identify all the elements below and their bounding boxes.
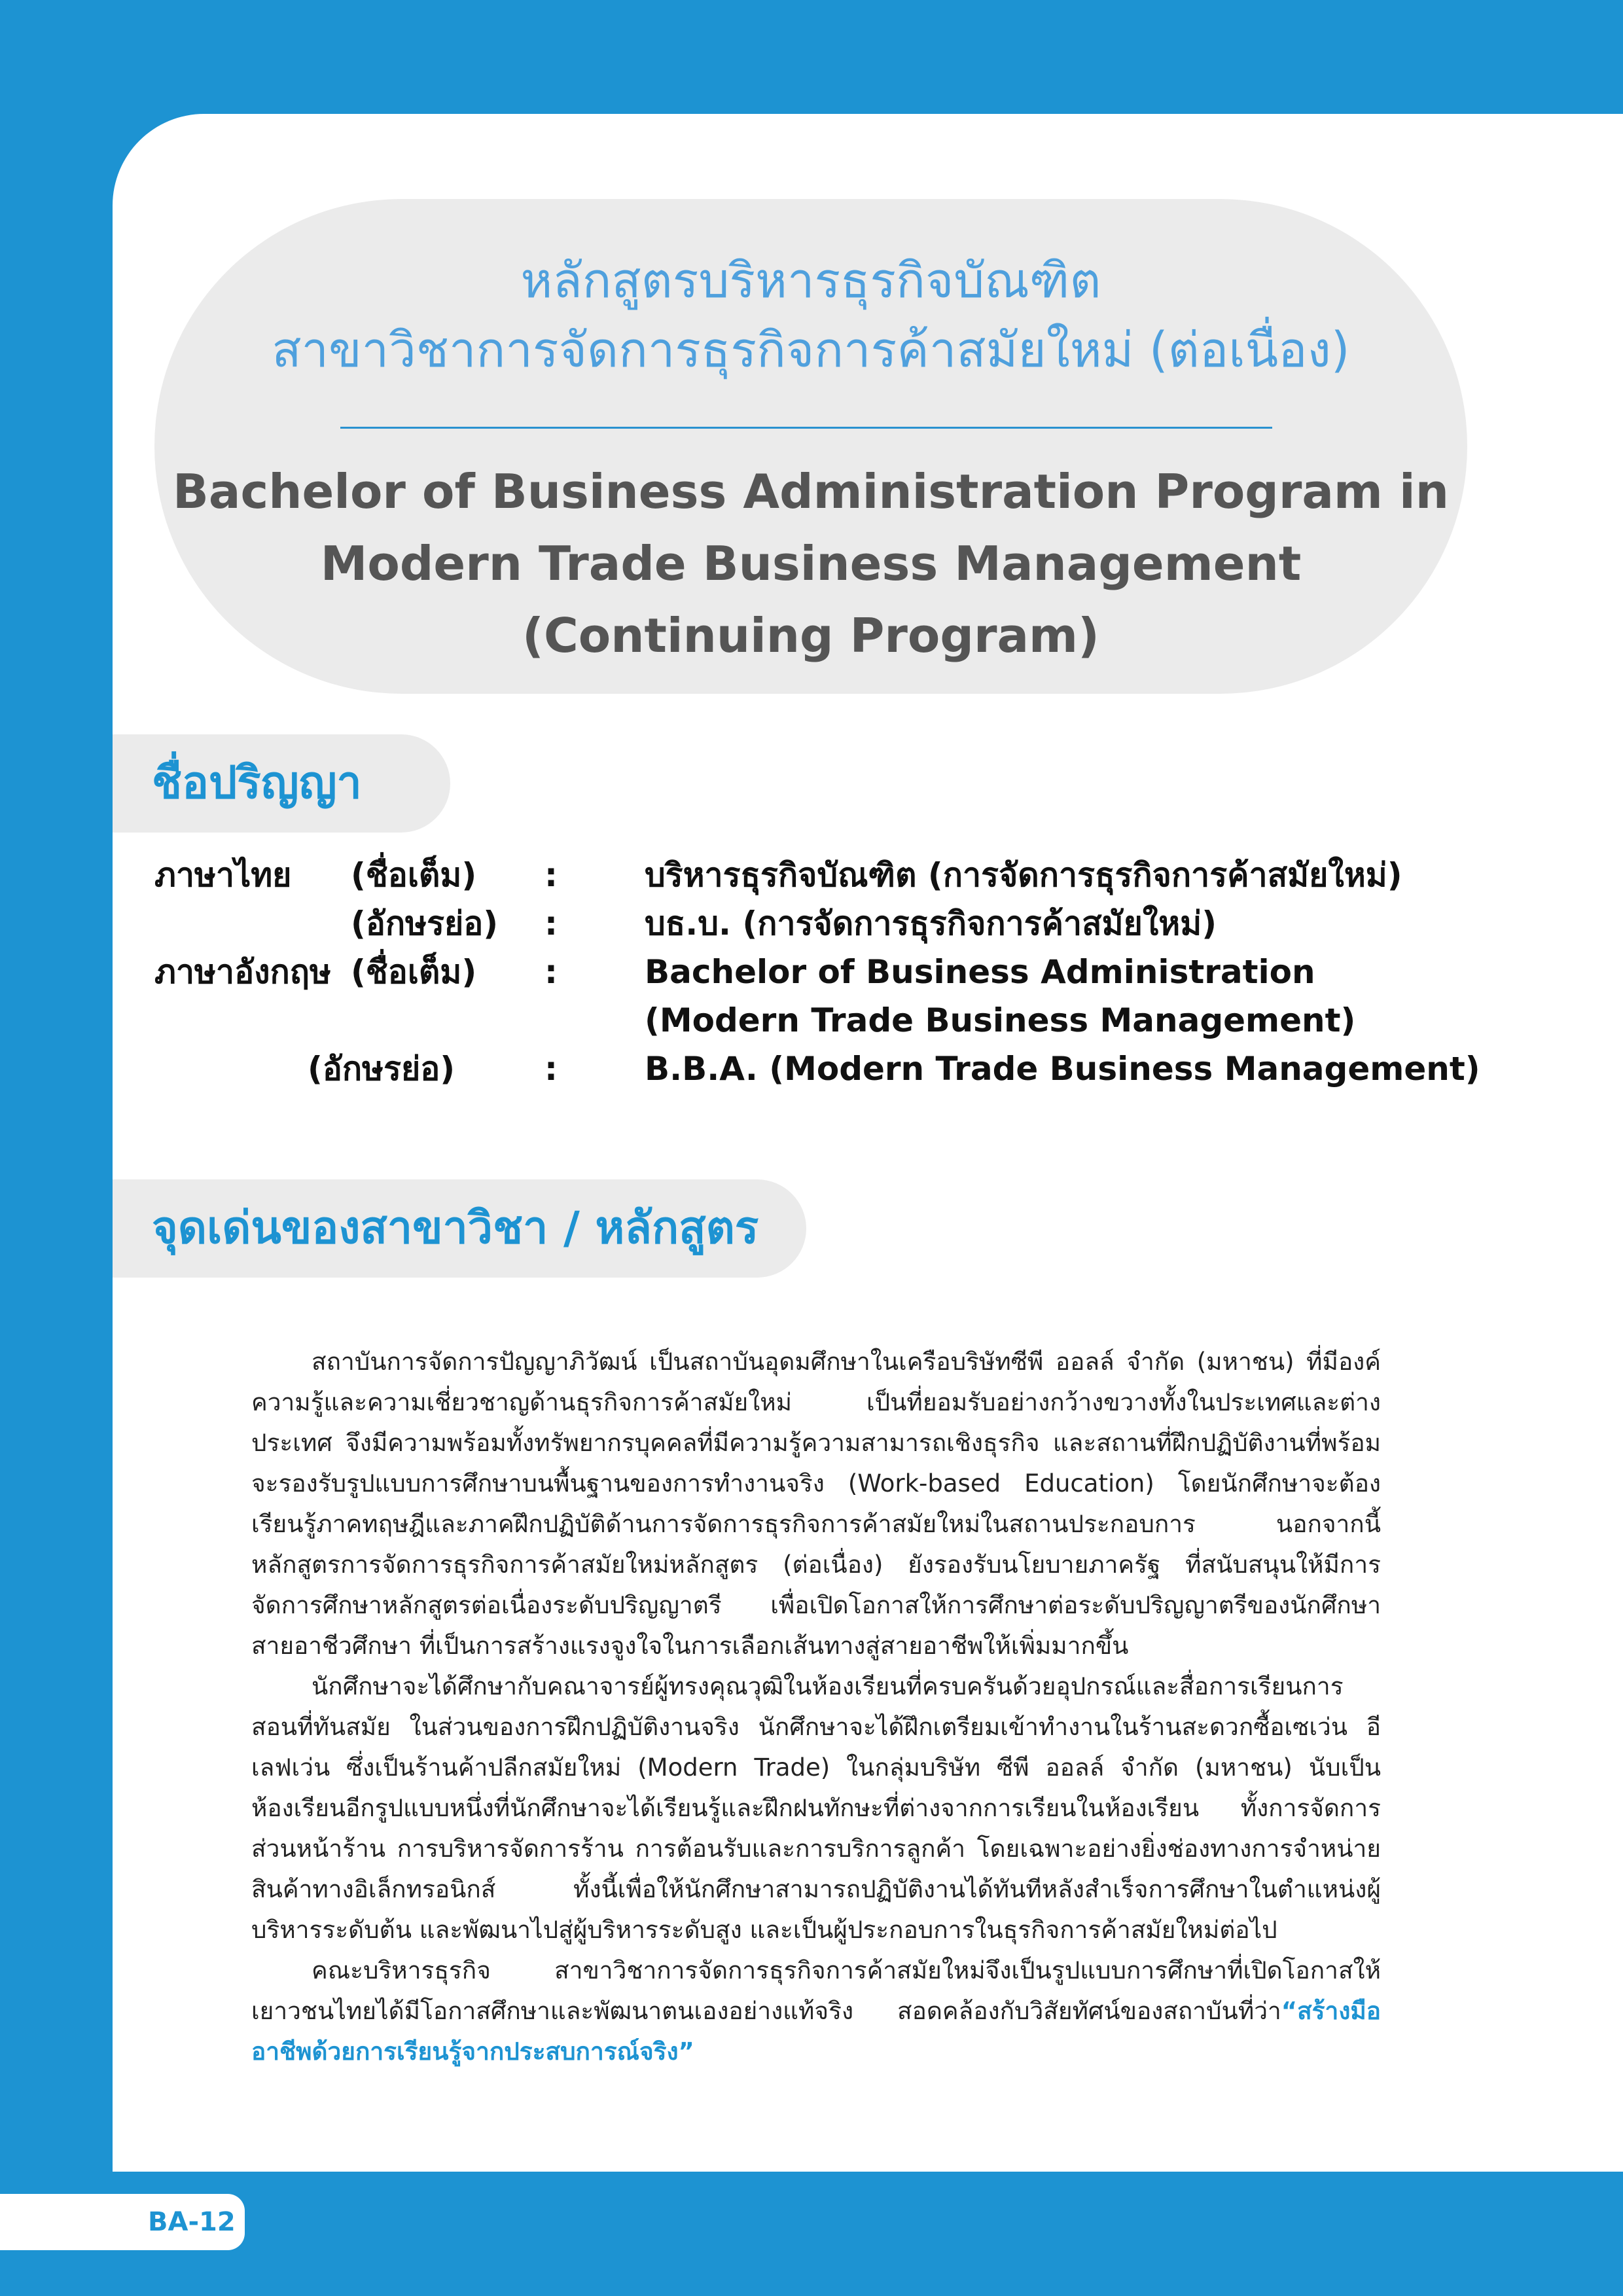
- degree-row: [0, 948, 1623, 996]
- highlights-section-tab: [113, 1179, 806, 1278]
- degree-name-type: (ชื่อเต็ม): [351, 856, 477, 894]
- institute-vision-quote: “สร้างมืออาชีพด้วยการเรียนรู้จากประสบการณ์จริง”: [251, 1997, 1381, 2066]
- degree-language: ภาษาอังกฤษ: [154, 953, 332, 991]
- thai-title-line-2: สาขาวิชาการจัดการธุรกิจการค้าสมัยใหม่ (ต่อเนื่อง): [272, 322, 1350, 378]
- english-title-line-3: (Continuing Program): [522, 608, 1099, 663]
- degree-colon: :: [544, 1050, 558, 1088]
- degree-row: [0, 899, 1623, 948]
- english-title-line-2: Modern Trade Business Management: [320, 536, 1302, 591]
- thai-title-line-1: หลักสูตรบริหารธุรกิจบัณฑิต: [520, 253, 1101, 309]
- degree-colon: :: [544, 856, 558, 894]
- highlights-paragraph-1: สถาบันการจัดการปัญญาภิวัฒน์ เป็นสถาบันอุดมศึกษาในเครือบริษัทซีพี ออลล์ จำกัด (มหาชน) ที่มีองค์ความรู้และความเชี่ยวชาญด้านธุรกิจการค้าสมัยใหม่ เป็นที่ยอมรับอย่างกว้างขวางทั้งในประเทศและต่างประเทศ จึงมีความพร้อมทั้งทรัพยากรบุคคลที่มีความรู้ความสามารถเชิงธุรกิจ และสถานที่ฝึกปฏิบัติงานที่พร้อมจะรองรับรูปแบบการศึกษาบนพื้นฐานของการทำงานจริง (Work-based Education) โดยนักศึกษาจะต้องเรียนรู้ภาคทฤษฎีและภาคฝึกปฏิบัติด้านการจัดการธุรกิจการค้าสมัยใหม่ในสถานประกอบการ นอกจากนี้หลักสูตรการจัดการธุรกิจการค้าสมัยใหม่หลักสูตร (ต่อเนื่อง) ยังรองรับนโยบายภาครัฐ ที่สนับสนุนให้มีการจัดการศึกษาหลักสูตรต่อเนื่องระดับปริญญาตรี เพื่อเปิดโอกาสให้การศึกษาต่อระดับปริญญาตรีของนักศึกษาสายอาชีวศึกษา ที่เป็นการสร้างแรงจูงใจในการเลือกเส้นทางสู่สายอาชีพให้เพิ่มมากขึ้น: [251, 1348, 1381, 1660]
- degree-colon: :: [544, 953, 558, 991]
- degree-name-type: (อักษรย่อ): [308, 1050, 455, 1088]
- degree-row: [0, 1045, 1623, 1093]
- degree-name-type: (อักษรย่อ): [351, 905, 499, 942]
- degree-value: B.B.A. (Modern Trade Business Management): [645, 1050, 1480, 1088]
- degree-value: (Modern Trade Business Management): [645, 1001, 1356, 1039]
- highlights-body: [251, 1342, 1381, 2072]
- title-divider: [340, 427, 1272, 429]
- highlights-paragraph-2: นักศึกษาจะได้ศึกษากับคณาจารย์ผู้ทรงคุณวุฒิในห้องเรียนที่ครบครันด้วยอุปกรณ์และสื่อการเรียนการสอนที่ทันสมัย ในส่วนของการฝึกปฏิบัติงานจริง นักศึกษาจะได้ฝึกเตรียมเข้าทำงานในร้านสะดวกซื้อเซเว่น อีเลฟเว่น ซึ่งเป็นร้านค้าปลีกสมัยใหม่ (Modern Trade) ในกลุ่มบริษัท ซีพี ออลล์ จำกัด (มหาชน) นับเป็นห้องเรียนอีกรูปแบบหนึ่งที่นักศึกษาจะได้เรียนรู้และฝึกฝนทักษะที่ต่างจากการเรียนในห้องเรียน ทั้งการจัดการส่วนหน้าร้าน การบริหารจัดการร้าน การต้อนรับและการบริการลูกค้า โดยเฉพาะอย่างยิ่งช่องทางการจำหน่ายสินค้าทางอิเล็กทรอนิกส์ ทั้งนี้เพื่อให้นักศึกษาสามารถปฏิบัติงานได้ทันทีหลังสำเร็จการศึกษาในตำแหน่งผู้บริหารระดับต้น และพัฒนาไปสู่ผู้บริหารระดับสูง และเป็นผู้ประกอบการในธุรกิจการค้าสมัยใหม่ต่อไป: [251, 1672, 1381, 1944]
- degree-section-heading: ชื่อปริญญา: [152, 757, 362, 809]
- highlights-section-heading: จุดเด่นของสาขาวิชา / หลักสูตร: [152, 1202, 759, 1254]
- highlights-paragraph-3: [251, 1950, 1381, 2072]
- degree-section-tab: [113, 734, 450, 833]
- degree-value: Bachelor of Business Administration: [645, 953, 1315, 991]
- page-number: BA-12: [148, 2207, 236, 2237]
- degree-value: บริหารธุรกิจบัณฑิต (การจัดการธุรกิจการค้าสมัยใหม่): [645, 856, 1402, 894]
- highlights-paragraph-3-text: คณะบริหารธุรกิจ สาขาวิชาการจัดการธุรกิจการค้าสมัยใหม่จึงเป็นรูปแบบการศึกษาที่เปิดโอกาสให้เยาวชนไทยได้มีโอกาสศึกษาและพัฒนาตนเองอย่างแท้จริง สอดคล้องกับวิสัยทัศน์ของสถาบันที่ว่า: [251, 1956, 1381, 2025]
- english-title: [154, 456, 1467, 672]
- degree-language: ภาษาไทย: [154, 856, 292, 894]
- degree-colon: :: [544, 905, 558, 942]
- degree-name-type: (ชื่อเต็ม): [351, 953, 477, 991]
- degree-row: [0, 996, 1623, 1045]
- degree-row: [0, 851, 1623, 899]
- english-title-line-1: Bachelor of Business Administration Program in: [173, 464, 1449, 519]
- degree-value: บธ.บ. (การจัดการธุรกิจการค้าสมัยใหม่): [645, 905, 1217, 942]
- page-number-tab: [0, 2194, 245, 2250]
